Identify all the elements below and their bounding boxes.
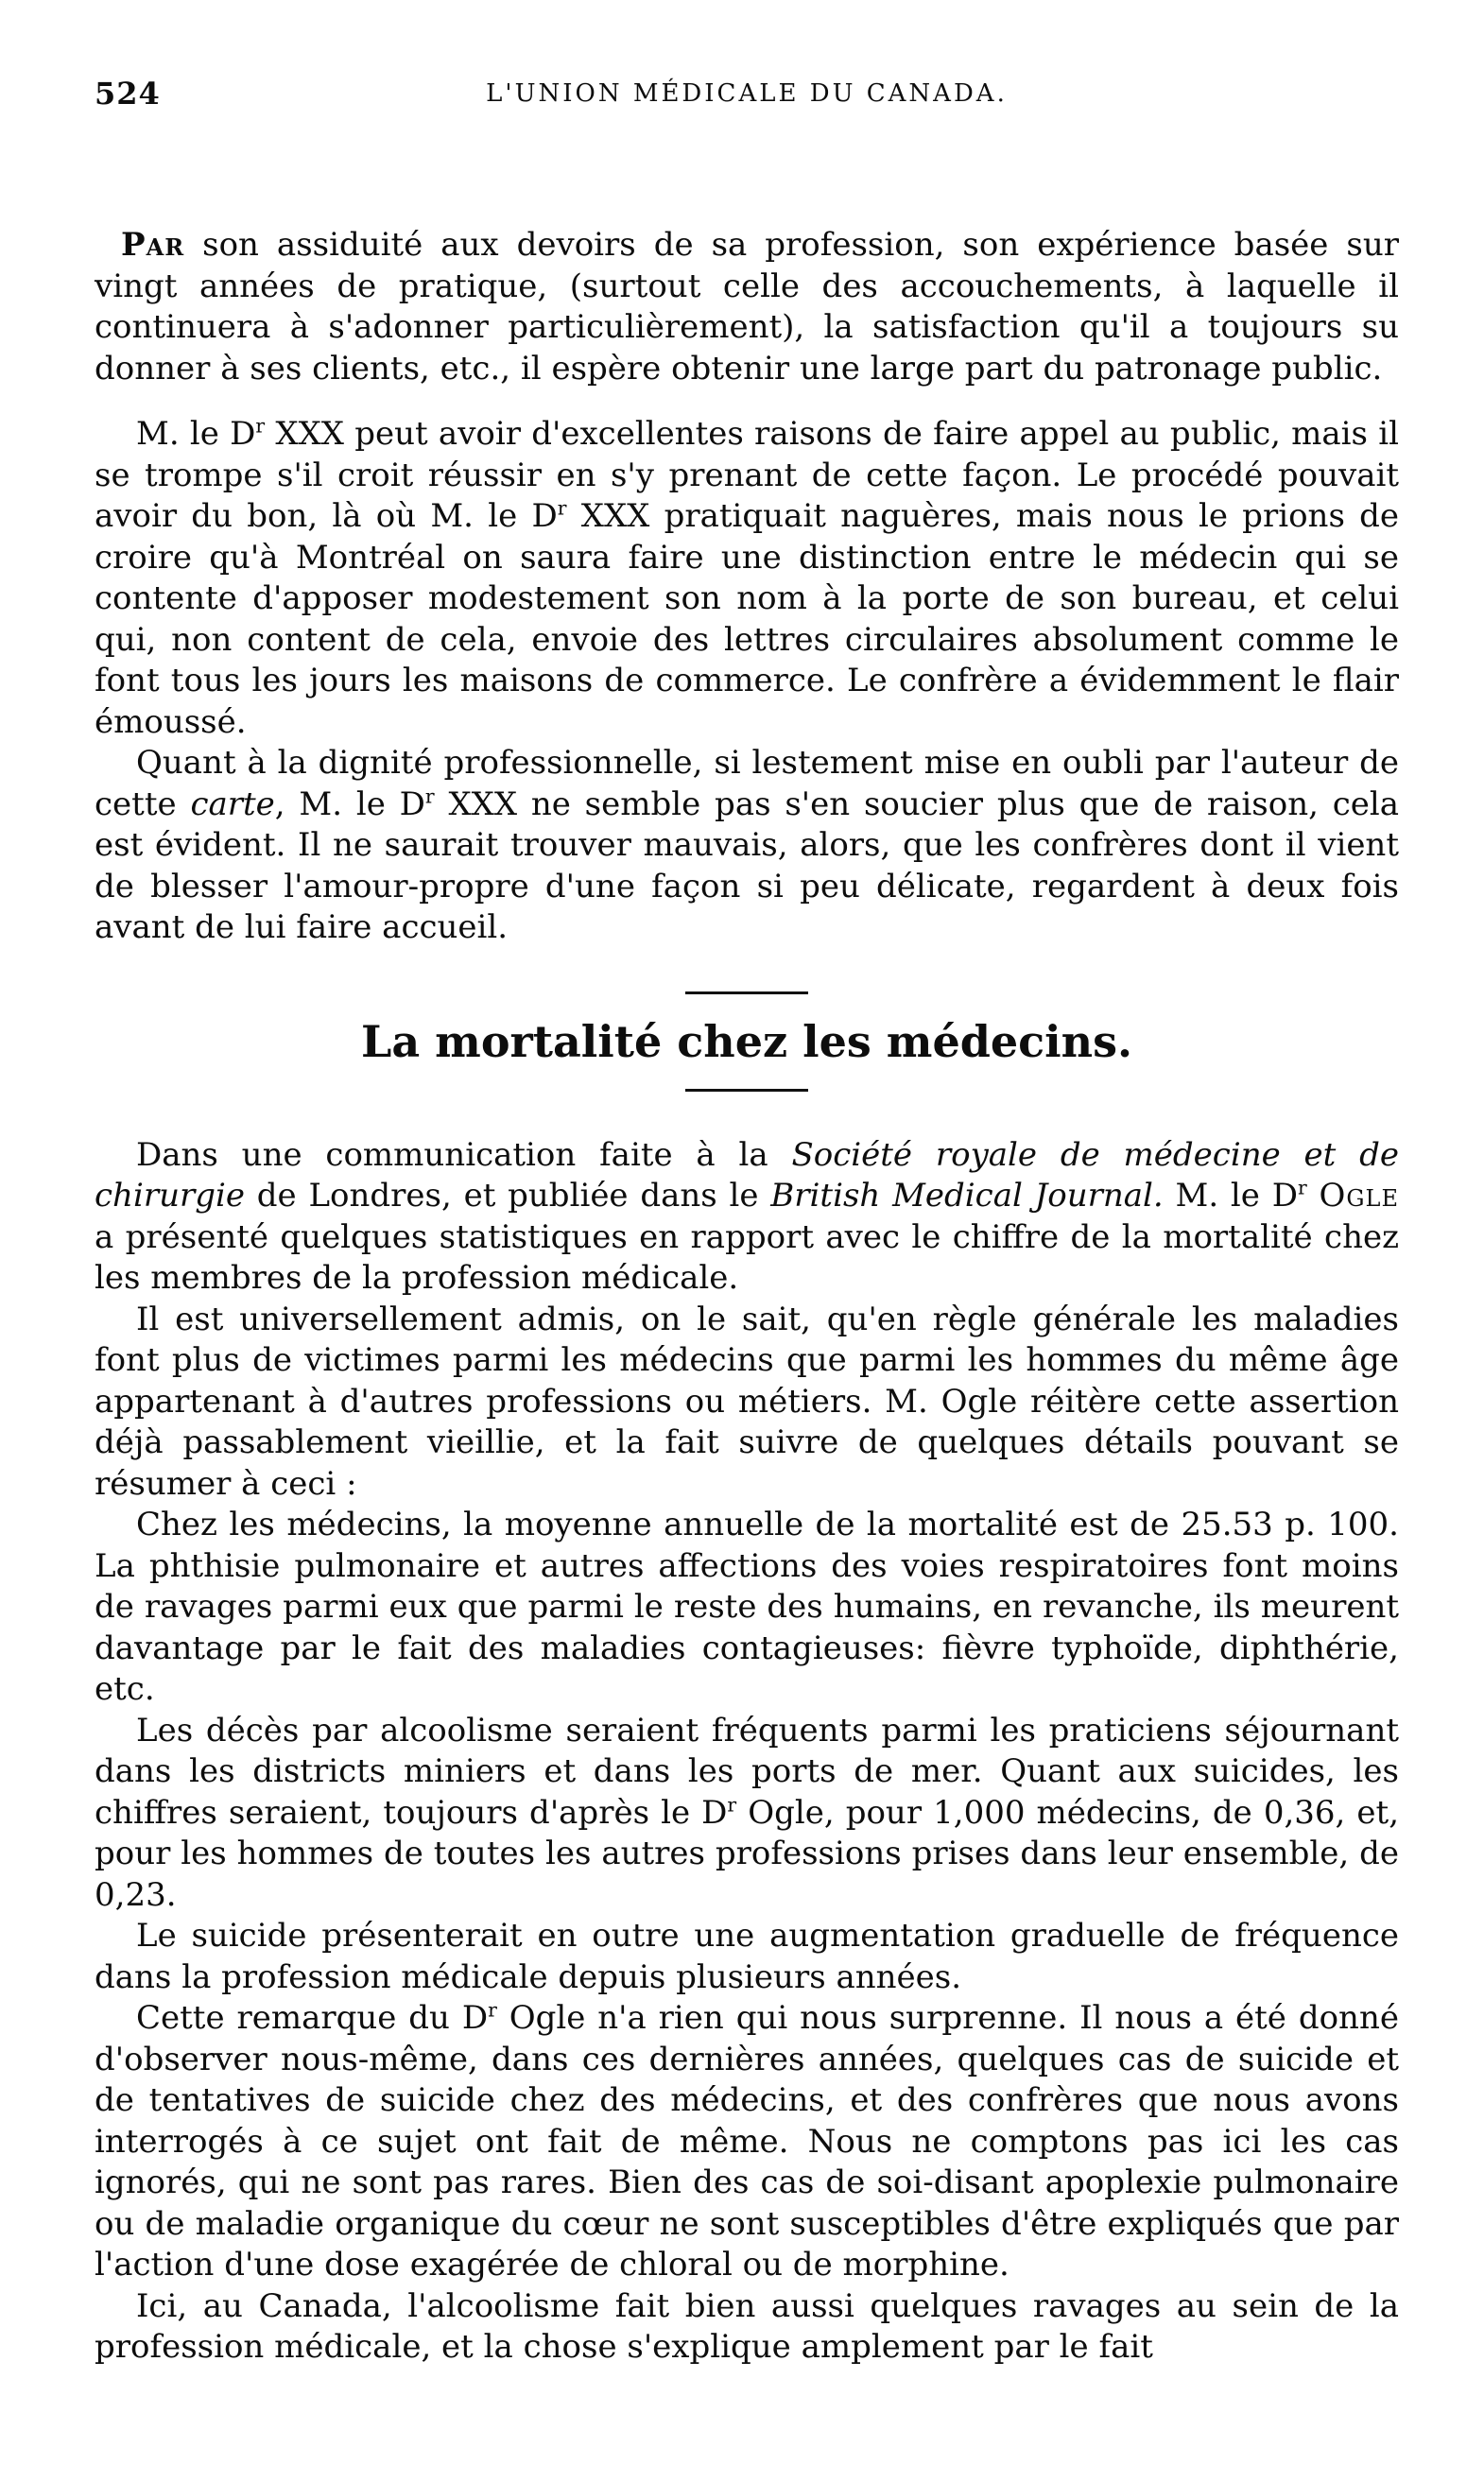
intro-p2-a: M. le D <box>136 415 256 453</box>
superscript: r <box>255 414 266 438</box>
small-caps-ogle: Ogle <box>1319 1177 1400 1215</box>
page-header <box>95 76 1399 132</box>
intro-p2-c: XXX pratiquait naguères, mais nous le prions de croire qu'à Montréal on saura faire une distinction entre le médecin qui se contente d'apposer modestement son nom à la porte de son bureau, et celui qui, non content de cela, envoie des lettres circulaires absolument comme le font tous les jours les maisons de commerce. Le confrère a évidemment le flair émoussé. <box>95 497 1400 741</box>
intro-p3-c: XXX ne semble pas s'en soucier plus que de raison, cela est évident. Il ne saurait trouver mauvais, alors, que les confrères dont il vient de blesser l'amour-propre d'une façon si peu délicate, regardent à deux fois avant de lui faire accueil. <box>95 784 1400 946</box>
section-paragraph-1 <box>95 1135 1399 1300</box>
italic-society: Société royale de médecine et de chirurgie <box>95 1135 1400 1215</box>
section-title: La mortalité chez les médecins. <box>360 1015 1132 1067</box>
section-p1-d: a présenté quelques statistiques en rapport avec le chiffre de la mortalité chez les membres de la profession médicale. <box>95 1217 1399 1297</box>
intro-paragraph-3 <box>95 743 1399 949</box>
superscript: r <box>424 784 435 808</box>
superscript: r <box>727 1793 737 1817</box>
journal-page <box>95 76 1399 2439</box>
intro-p1-body: son assiduité aux devoirs de sa profession, son expérience basée sur vingt années de pratique, (surtout celle des accouchements, à laquelle il continuera à s'adonner particulièrement), la satisfaction qu'il a toujours su donner à ses clients, etc., il espère obtenir une large part du patronage public. <box>95 226 1399 388</box>
italic-carte: carte <box>190 784 275 823</box>
section-paragraph-6 <box>95 1998 1399 2286</box>
running-head: L'UNION MÉDICALE DU CANADA. <box>486 79 1008 108</box>
section-p6-a: Cette remarque du D <box>136 1999 489 2037</box>
section-rule-bottom <box>685 1089 808 1092</box>
page-number: 524 <box>95 76 161 112</box>
section-p6-b: Ogle n'a rien qui nous surprenne. Il nous a été donné d'observer nous-même, dans ces dernières années, quelques cas de suicide et de tentatives de suicide chez des médecins, et des confrères que nous avons interrogés à ce sujet ont fait de même. Nous ne comptons pas ici les cas ignorés, qui ne sont pas rares. Bien des cas de soi-disant apoplexie pulmonaire ou de maladie organique du cœur ne sont susceptibles d'être expliqués que par l'action d'une dose exagérée de chloral ou de morphine. <box>95 1999 1399 2284</box>
section-paragraph-7: Ici, au Canada, l'alcoolisme fait bien aussi quelques ravages au sein de la profession médicale, et la chose s'explique amplement par le fait <box>95 2286 1399 2366</box>
superscript: r <box>557 496 567 520</box>
section-paragraph-4 <box>95 1711 1399 1917</box>
section-p1-c: M. le D <box>1175 1177 1298 1215</box>
section-p1-b: de Londres, et publiée dans le <box>256 1177 759 1215</box>
section-p1-a: Dans une communication faite à la <box>136 1135 768 1174</box>
italic-journal: British Medical Journal. <box>770 1177 1164 1215</box>
section-paragraph-2: Il est universellement admis, on le sait, qu'en règle générale les maladies font plus de victimes parmi les médecins que parmi les hommes du même âge appartenant à d'autres professions ou métiers. M. Ogle réitère cette assertion déjà passablement vieillie, et la fait suivre de quelques détails pouvant se résumer à ceci : <box>95 1300 1399 1503</box>
section-paragraph-3: Chez les médecins, la moyenne annuelle de la mortalité est de 25.53 p. 100. La phthisie pulmonaire et autres affections des voies respiratoires font moins de ravages parmi eux que parmi le reste des humains, en revanche, ils meurent davantage par le fait des maladies contagieuses: fièvre typhoïde, diphthérie, etc. <box>95 1506 1399 1708</box>
section-paragraph-5: Le suicide présenterait en outre une augmentation graduelle de fréquence dans la profession médicale depuis plusieurs années. <box>95 1917 1399 1996</box>
section-p4-b: Ogle, pour 1,000 médecins, de 0,36, et, pour les hommes de toutes les autres professions prises dans leur ensemble, de 0,23. <box>95 1793 1399 1914</box>
intro-lead-word: Par <box>121 226 185 264</box>
intro-paragraph-2 <box>95 414 1399 743</box>
section-rule-top <box>685 991 808 994</box>
intro-paragraph-1 <box>95 225 1399 389</box>
intro-p3-a: Quant à la dignité professionnelle, si lestement mise en oubli par l'auteur de cette <box>95 744 1399 823</box>
intro-p2-b: XXX peut avoir d'excellentes raisons de faire appel au public, mais il se trompe s'il croit réussir en s'y prenant de cette façon. Le procédé pouvait avoir du bon, là où M. le D <box>95 415 1399 535</box>
intro-p3-b: , M. le D <box>274 784 425 823</box>
superscript: r <box>488 1998 497 2022</box>
section-p4-a: Les décès par alcoolisme seraient fréquents parmi les praticiens séjournant dans les districts miniers et dans les ports de mer. Quant aux suicides, les chiffres seraient, toujours d'après le D <box>95 1711 1399 1832</box>
superscript: r <box>1297 1176 1307 1199</box>
